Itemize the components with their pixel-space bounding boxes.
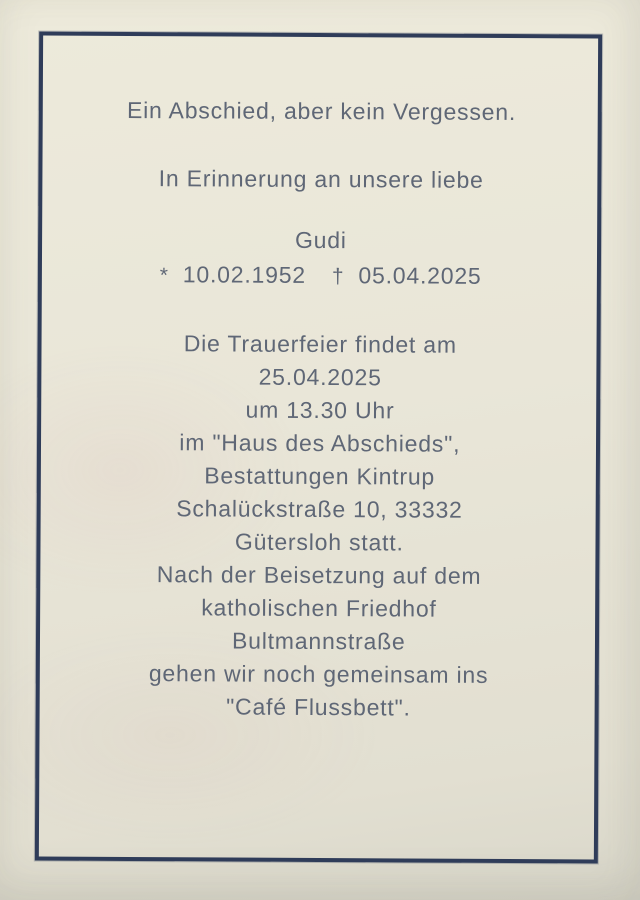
details-line: Bestattungen Kintrup <box>204 462 436 490</box>
life-dates-line <box>1 257 640 294</box>
memorial-card-content <box>0 93 640 725</box>
details-line: Gütersloh statt. <box>234 528 404 556</box>
details-line: Nach der Beisetzung auf dem <box>156 561 482 589</box>
death-date: 05.04.2025 <box>358 262 482 289</box>
details-line: Bultmannstraße <box>231 627 406 655</box>
details-line: "Café Flussbett". <box>226 693 411 721</box>
details-line: im "Haus des Abschieds", <box>179 429 461 457</box>
details-line: katholischen Friedhof <box>201 594 437 622</box>
birth-date: 10.02.1952 <box>182 261 307 288</box>
funeral-details-block <box>0 326 640 725</box>
details-line: Die Trauerfeier findet am <box>183 330 457 358</box>
details-line: 25.04.2025 <box>258 363 382 391</box>
birth-symbol: * <box>159 264 169 288</box>
death-symbol: † <box>331 265 345 289</box>
memory-line: In Erinnerung an unsere liebe <box>158 165 484 193</box>
deceased-name: Gudi <box>294 226 347 254</box>
details-line: gehen wir noch gemeinsam ins <box>148 660 489 688</box>
opening-line: Ein Abschied, aber kein Vergessen. <box>126 96 517 126</box>
details-line: Schalückstraße 10, 33332 <box>176 495 463 523</box>
details-line: um 13.30 Uhr <box>245 396 395 424</box>
